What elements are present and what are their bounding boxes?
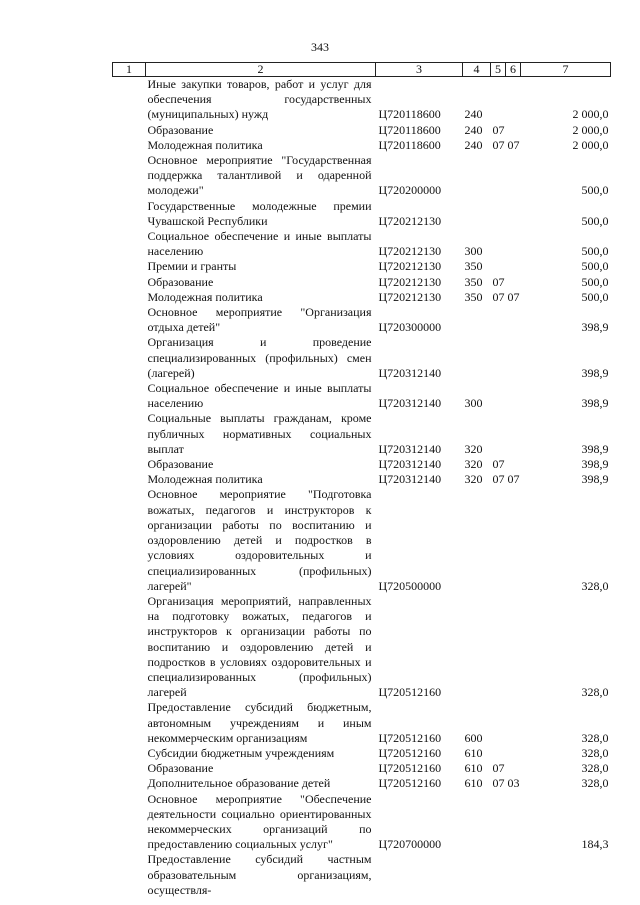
row-name: Иные закупки товаров, работ и услуг для обеспечения государственных (муниципальных) нужд (147, 77, 372, 122)
row-code: Ц720118600 (378, 137, 441, 152)
row-name: Образование (147, 761, 214, 776)
row-amount: 500,0 (581, 183, 609, 198)
row-code: Ц720212130 (378, 259, 442, 274)
table-row (113, 290, 611, 305)
col1-cell (113, 123, 146, 138)
header-cell-5: 5 (491, 63, 506, 77)
row-name: Организация мероприятий, направленных на подготовку вожатых, педагогов и инструкторов к организации работы по воспитанию и оздоровлению детей и подростков в условиях оздоровительных и специализированных (профильных) лагерей (147, 593, 372, 700)
row-code: Ц720700000 (378, 837, 442, 852)
row-name: Образование (147, 122, 214, 137)
row-col6 (506, 199, 521, 229)
row-code: Ц720212130 (378, 274, 442, 289)
row-col4: 610 (464, 776, 483, 791)
row-col4: 320 (464, 472, 483, 487)
table-body (113, 77, 611, 898)
col1-cell (113, 290, 146, 305)
row-col5: 07 (492, 137, 505, 152)
row-col5 (491, 335, 506, 381)
row-amount: 328,0 (581, 761, 609, 776)
row-name: Образование (147, 457, 214, 472)
table-row (113, 852, 611, 898)
row-amount: 398,9 (581, 457, 609, 472)
col1-cell (113, 153, 146, 199)
table-row (113, 411, 611, 457)
table-row (113, 305, 611, 335)
table-row (113, 594, 611, 700)
col1-cell (113, 335, 146, 381)
col1-cell (113, 487, 146, 593)
row-code: Ц720118600 (378, 122, 441, 137)
col1-cell (113, 852, 146, 898)
row-col5 (491, 305, 506, 335)
row-col5: 07 (492, 761, 505, 776)
row-code: Ц720312140 (378, 472, 442, 487)
row-col6 (506, 746, 521, 761)
row-code: Ц720512160 (378, 685, 442, 700)
row-amount: 328,0 (581, 776, 609, 791)
row-col4: 240 (464, 137, 483, 152)
table-row (113, 123, 611, 138)
row-col6 (506, 77, 521, 123)
header-cell-4: 4 (463, 63, 491, 77)
row-amount: 398,9 (581, 396, 609, 411)
col1-cell (113, 746, 146, 761)
row-amount: 398,9 (581, 441, 609, 456)
row-code: Ц720200000 (378, 183, 442, 198)
col1-cell (113, 594, 146, 700)
row-col6 (506, 259, 521, 274)
row-name: Молодежная политика (147, 472, 263, 487)
header-cell-7: 7 (521, 63, 611, 77)
row-code: Ц720212130 (378, 244, 442, 259)
table-row (113, 487, 611, 593)
col1-cell (113, 700, 146, 746)
row-code: Ц720212130 (378, 213, 442, 228)
row-code: Ц720512160 (378, 776, 442, 791)
row-code: Ц720312140 (378, 457, 442, 472)
table-row (113, 381, 611, 411)
table-row (113, 259, 611, 274)
row-col4: 300 (464, 244, 483, 259)
table-row (113, 761, 611, 776)
row-amount: 328,0 (581, 745, 609, 760)
row-col4: 300 (464, 396, 483, 411)
row-code: Ц720512160 (378, 745, 442, 760)
row-col5: 07 (492, 776, 505, 791)
row-col5: 07 (492, 472, 505, 487)
table-row (113, 776, 611, 791)
row-col5: 07 (492, 457, 505, 472)
col1-cell (113, 77, 146, 123)
budget-table (112, 62, 611, 898)
row-col6 (506, 457, 521, 472)
row-col4: 610 (464, 761, 483, 776)
row-name: Организация и проведение специализированных (профильных) смен (лагерей) (147, 335, 372, 380)
row-amount: 2 000,0 (572, 107, 609, 122)
row-col6: 03 (507, 776, 520, 791)
row-col6 (506, 335, 521, 381)
row-amount: 398,9 (581, 365, 609, 380)
col1-cell (113, 457, 146, 472)
row-name: Государственные молодежные премии Чувашской Республики (147, 198, 372, 228)
row-name: Молодежная политика (147, 289, 263, 304)
col1-cell (113, 776, 146, 791)
table-row (113, 700, 611, 746)
row-col4 (463, 852, 491, 898)
page-number: 343 (311, 40, 329, 54)
row-col6 (506, 153, 521, 199)
table-row (113, 138, 611, 153)
row-col4 (463, 199, 491, 229)
header-cell-6: 6 (506, 63, 521, 77)
row-col6 (506, 229, 521, 259)
col1-cell (113, 138, 146, 153)
row-code: Ц720312140 (378, 365, 442, 380)
row-code: Ц720212130 (378, 289, 442, 304)
row-amount: 398,9 (581, 472, 609, 487)
row-col4 (463, 594, 491, 700)
table-row (113, 457, 611, 472)
row-col6 (506, 381, 521, 411)
table-row (113, 153, 611, 199)
row-amount: 328,0 (581, 578, 609, 593)
row-col5 (491, 199, 506, 229)
row-col4: 320 (464, 457, 483, 472)
row-col4 (463, 335, 491, 381)
table-row (113, 275, 611, 290)
row-code: Ц720312140 (378, 441, 442, 456)
row-col5 (491, 77, 506, 123)
row-amount: 328,0 (581, 685, 609, 700)
row-col5 (491, 852, 506, 898)
col1-cell (113, 259, 146, 274)
table-row (113, 746, 611, 761)
row-amount: 2 000,0 (572, 122, 609, 137)
row-amount (521, 852, 611, 898)
row-code: Ц720512160 (378, 761, 442, 776)
row-col6 (506, 487, 521, 593)
col1-cell (113, 305, 146, 335)
col1-cell (113, 275, 146, 290)
header-cell-1: 1 (113, 63, 146, 77)
row-amount: 500,0 (581, 259, 609, 274)
row-col4: 600 (464, 730, 483, 745)
row-col5 (491, 153, 506, 199)
row-amount: 398,9 (581, 320, 609, 335)
table-row (113, 77, 611, 123)
row-col6: 07 (507, 137, 520, 152)
row-name: Основное мероприятие "Подготовка вожатых, педагогов и инструкторов к организации работы по воспитанию и оздоровлению детей и подростков в условиях оздоровительных и специализированных (профильных) лагерей" (147, 487, 372, 593)
row-code: Ц720500000 (378, 578, 442, 593)
col1-cell (113, 472, 146, 487)
row-col5 (491, 700, 506, 746)
row-col5 (491, 259, 506, 274)
row-name: Основное мероприятие "Государственная поддержка талантливой и одаренной молодежи" (147, 153, 372, 198)
row-col6: 07 (507, 289, 520, 304)
row-name: Социальные выплаты гражданам, кроме публичных нормативных социальных выплат (147, 411, 372, 456)
row-name: Дополнительное образование детей (147, 776, 331, 791)
row-col4: 320 (464, 441, 483, 456)
col1-cell (113, 792, 146, 853)
row-col5 (491, 594, 506, 700)
row-col5 (491, 411, 506, 457)
row-col5 (491, 746, 506, 761)
row-amount: 2 000,0 (572, 137, 609, 152)
row-name: Премии и гранты (147, 259, 237, 274)
table-row (113, 472, 611, 487)
row-col6 (506, 761, 521, 776)
col1-cell (113, 761, 146, 776)
row-amount: 184,3 (581, 837, 609, 852)
row-col5 (491, 381, 506, 411)
col1-cell (113, 199, 146, 229)
row-col6 (506, 594, 521, 700)
row-code: Ц720512160 (378, 730, 442, 745)
row-col5: 07 (492, 274, 505, 289)
row-amount: 500,0 (581, 274, 609, 289)
row-col4: 350 (464, 274, 483, 289)
row-name: Предоставление субсидий бюджетным, автономным учреждениям и иным некоммерческим организациям (147, 700, 372, 745)
row-name: Предоставление субсидий частным образовательным организациям, осуществля- (147, 852, 372, 897)
row-col6 (506, 411, 521, 457)
row-col5: 07 (492, 289, 505, 304)
row-name: Основное мероприятие "Обеспечение деятельности социально ориентированных некоммерческих организаций по предоставлению социальных услуг" (147, 791, 372, 852)
row-name: Социальное обеспечение и иные выплаты населению (147, 229, 372, 259)
row-name: Социальное обеспечение и иные выплаты населению (147, 381, 372, 411)
row-col6 (506, 792, 521, 853)
row-col5 (491, 229, 506, 259)
row-amount: 500,0 (581, 244, 609, 259)
row-amount: 328,0 (581, 730, 609, 745)
row-code (376, 852, 463, 898)
col1-cell (113, 381, 146, 411)
row-name: Основное мероприятие "Организация отдыха детей" (147, 305, 372, 335)
row-col4 (463, 792, 491, 853)
row-col4: 240 (464, 107, 483, 122)
row-col4: 610 (464, 745, 483, 760)
row-col6: 07 (507, 472, 520, 487)
row-code: Ц720118600 (378, 107, 441, 122)
row-col5 (491, 487, 506, 593)
row-code: Ц720300000 (378, 320, 442, 335)
row-code: Ц720312140 (378, 396, 442, 411)
row-col6 (506, 852, 521, 898)
row-amount: 500,0 (581, 213, 609, 228)
row-col4: 350 (464, 259, 483, 274)
row-name: Образование (147, 274, 214, 289)
table-row (113, 199, 611, 229)
table-row (113, 792, 611, 853)
table-row (113, 335, 611, 381)
header-cell-2: 2 (146, 63, 376, 77)
row-col4 (463, 153, 491, 199)
row-amount: 500,0 (581, 289, 609, 304)
header-row (113, 63, 611, 77)
row-col4 (463, 487, 491, 593)
col1-cell (113, 411, 146, 457)
row-col4: 240 (464, 122, 483, 137)
row-name: Молодежная политика (147, 137, 263, 152)
row-col5 (491, 792, 506, 853)
row-col5: 07 (492, 122, 505, 137)
row-col6 (506, 305, 521, 335)
row-name: Субсидии бюджетным учреждениям (147, 745, 335, 760)
row-col6 (506, 700, 521, 746)
row-col6 (506, 275, 521, 290)
header-cell-3: 3 (376, 63, 463, 77)
table-row (113, 229, 611, 259)
row-col6 (506, 123, 521, 138)
row-col4 (463, 305, 491, 335)
row-col4: 350 (464, 289, 483, 304)
col1-cell (113, 229, 146, 259)
